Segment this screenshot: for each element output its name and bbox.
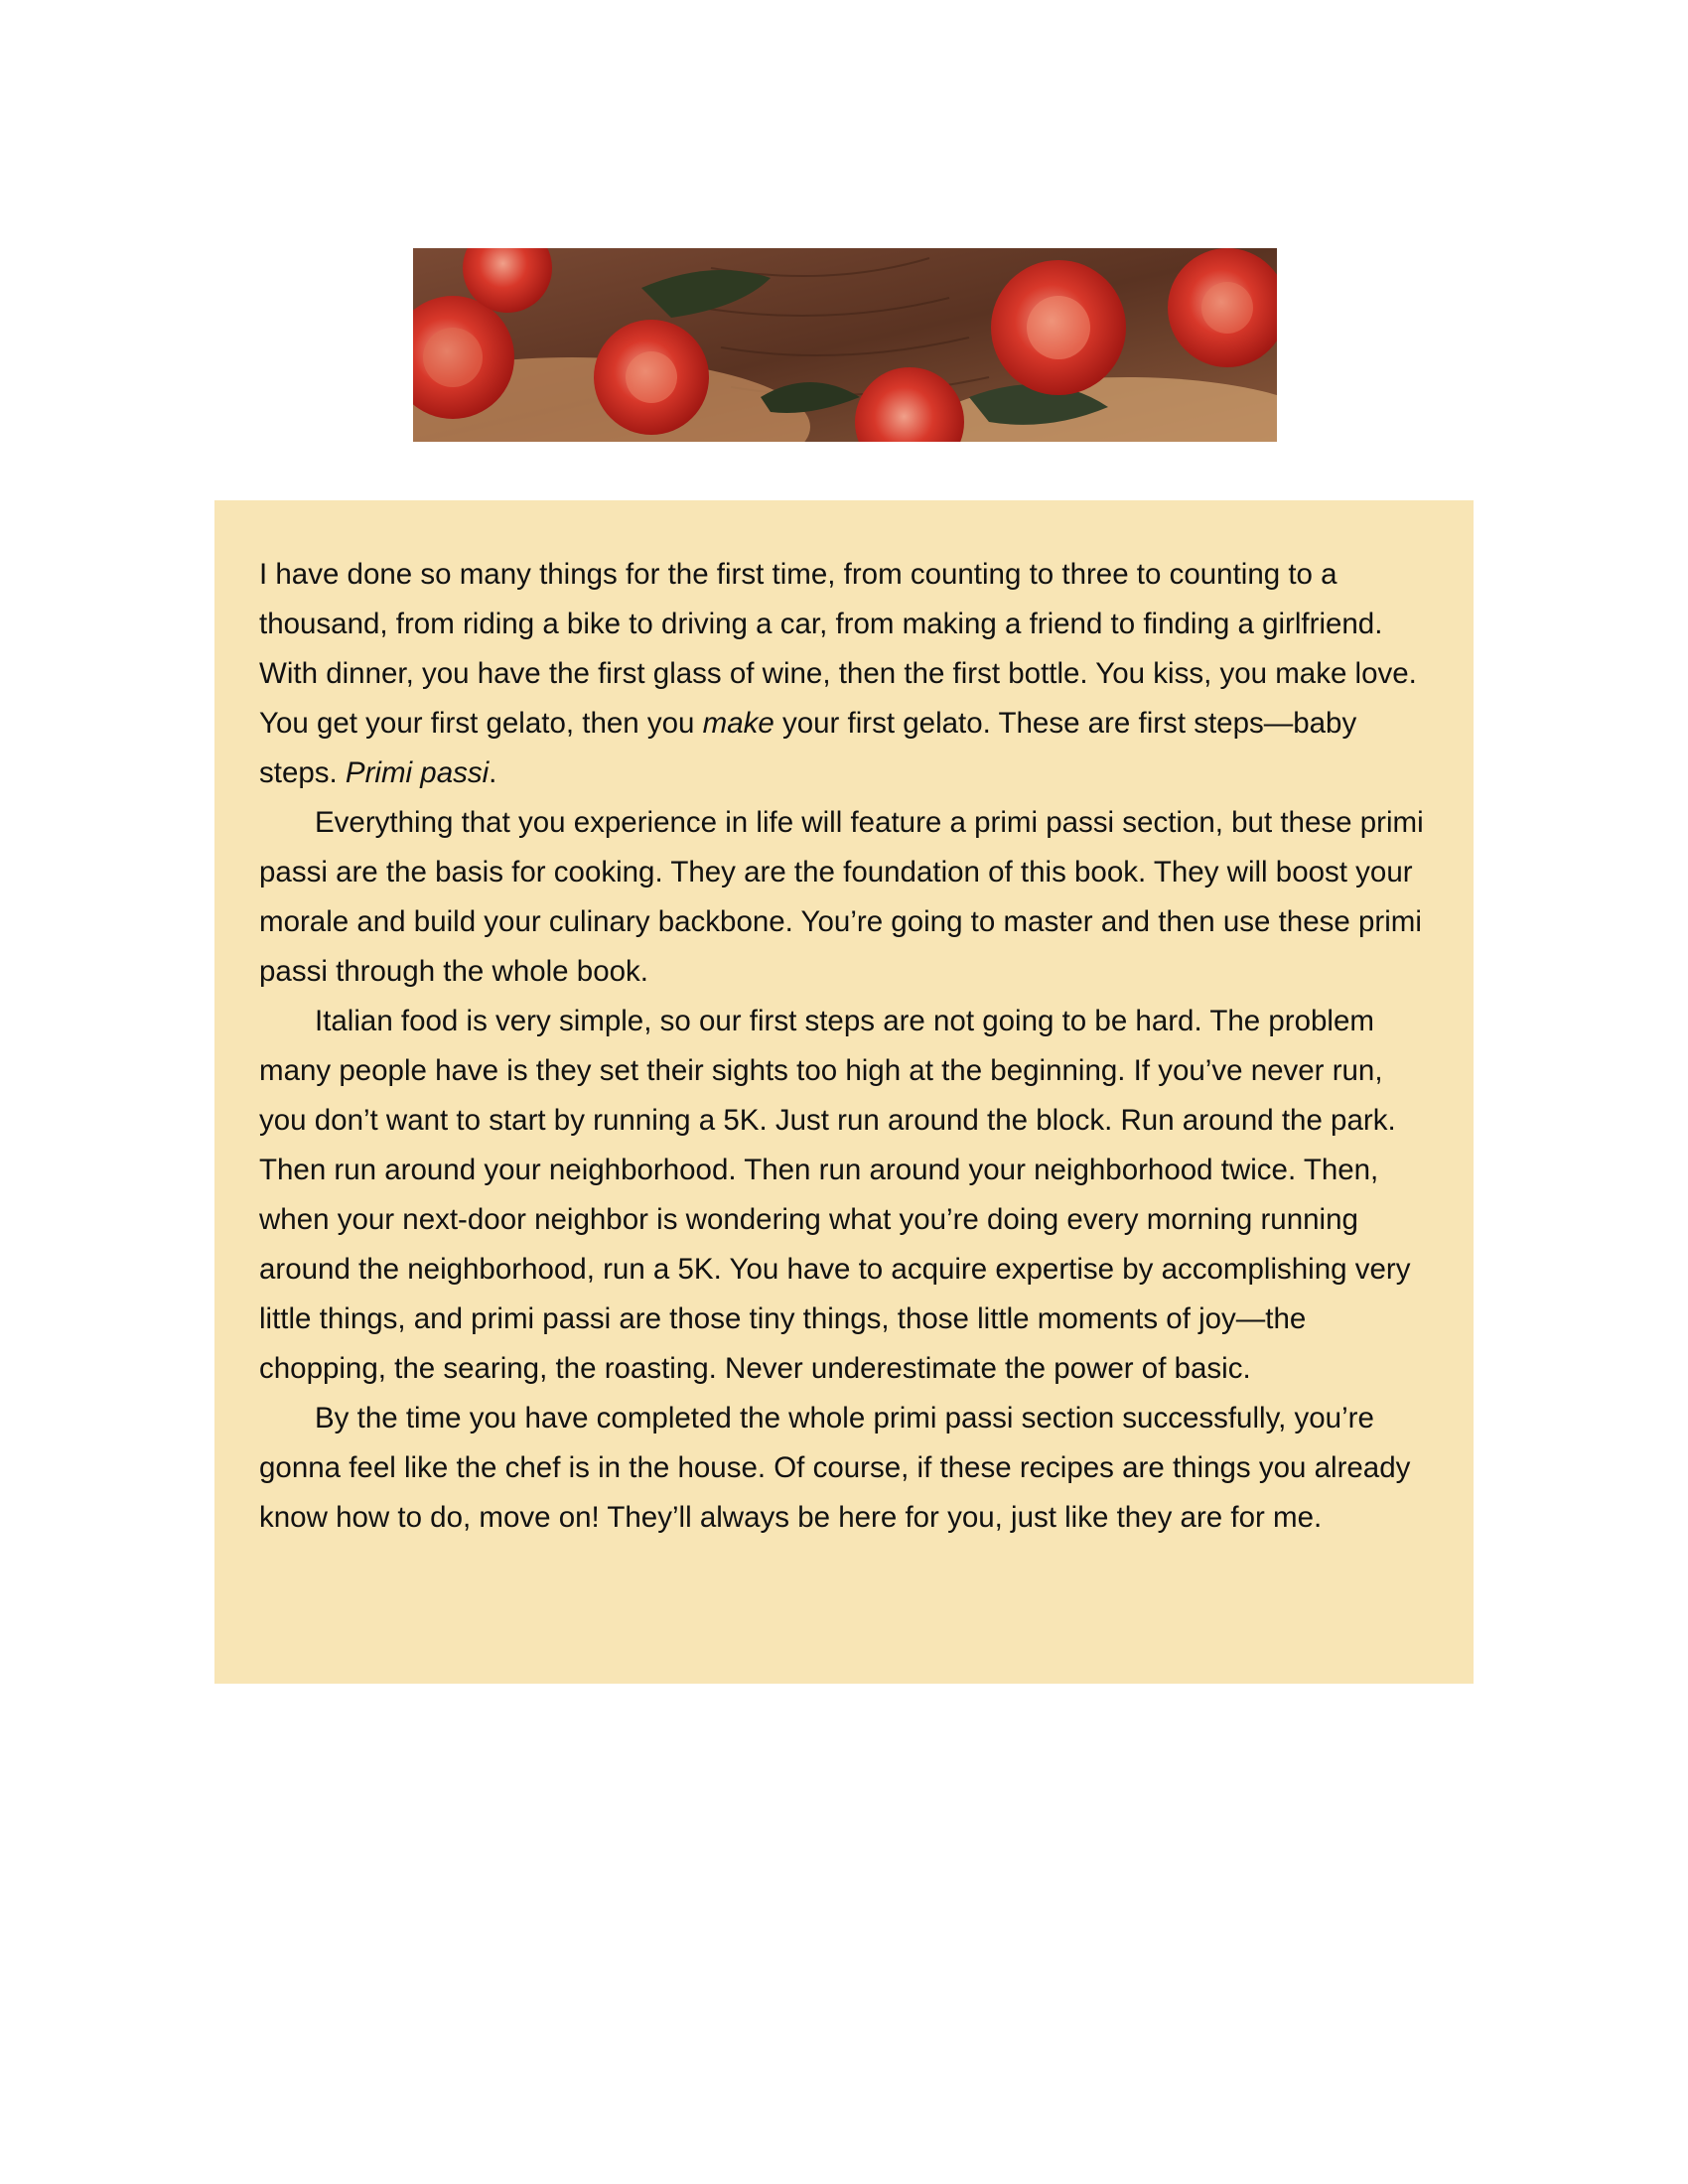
food-photo-banner	[413, 248, 1277, 442]
emphasis-primi-passi: Primi passi	[345, 756, 490, 789]
paragraph-3: Italian food is very simple, so our first steps are not going to be hard. The problem many people have is they set their sights too high at the beginning. If you’ve never run, you don’t want to start by running a 5K. Just run around the block. Run around the park. Then run around your neighborhood. Then run around your neighborhood twice. Then, when your next-door neighbor is wondering what you’re doing every morning running around the neighborhood, run a 5K. You have to acquire expertise by accomplishing very little things, and primi passi are those tiny things, those little moments of joy—the chopping, the searing, the roasting. Never underestimate the power of basic.	[259, 1005, 1411, 1385]
paragraph-2: Everything that you experience in life will feature a primi passi section, but these primi passi are the basis for cooking. They are the foundation of this book. They will boost your morale and build your culinary backbone. You’re going to master and then use these primi passi through the whole book.	[259, 806, 1424, 988]
paragraph-1: I have done so many things for the first time, from counting to three to counting to a thousand, from riding a bike to driving a car, from making a friend to finding a girlfriend. With dinner, you have the first glass of wine, then the first bottle. You kiss, you make love. You get your first gelato, then you make your first gelato. These are first steps—baby steps. Primi passi.	[259, 558, 1417, 789]
paragraph-4: By the time you have completed the whole primi passi section successfully, you’re gonna feel like the chef is in the house. Of course, if these recipes are things you already know how to do, move on! They’ll always be here for you, just like they are for me.	[259, 1402, 1411, 1534]
roasted-tomatoes-image	[413, 248, 1277, 442]
intro-text-box	[214, 500, 1474, 1684]
emphasis-make: make	[702, 707, 774, 740]
